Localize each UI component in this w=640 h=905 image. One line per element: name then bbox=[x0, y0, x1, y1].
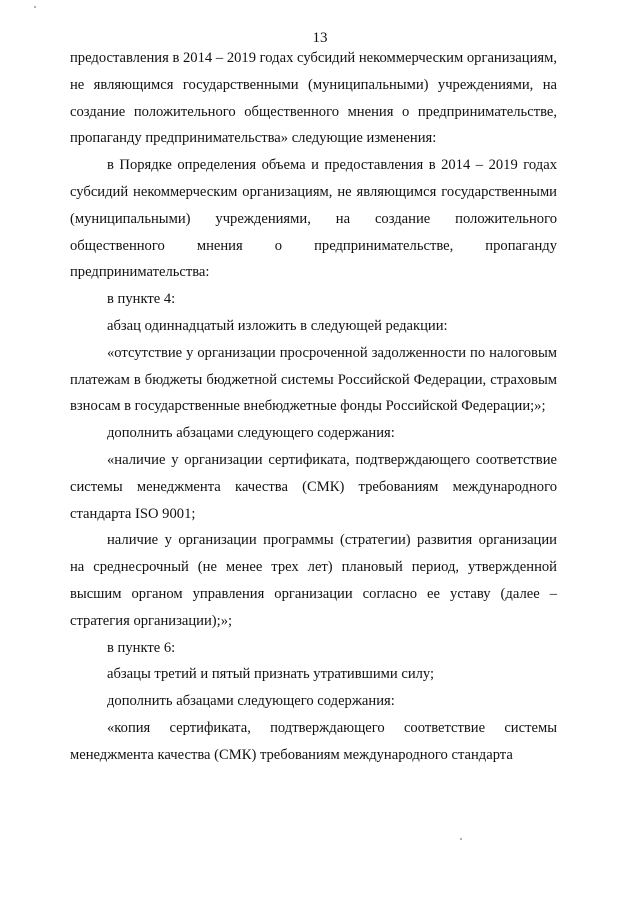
paragraph-9: в пункте 6: bbox=[107, 639, 176, 656]
scan-speck bbox=[34, 6, 36, 8]
scan-speck bbox=[460, 838, 462, 840]
paragraph-2: в Порядке определения объема и предоставления в 2014 – 2019 годах субсидий некоммерческим организациям, не являющимся государственными (муниципальными) учреждениями, на создание положительного общественного мнения о предпринимательстве, пропаганду предпринимательства: bbox=[70, 157, 557, 281]
paragraph-8: наличие у организации программы (стратегии) развития организации на среднесрочный (не менее трех лет) плановый период, утвержденной высшим органом управления организации согласно ее уставу (далее – стратегия организации);»; bbox=[70, 532, 557, 629]
paragraph-11: дополнить абзацами следующего содержания: bbox=[107, 693, 395, 710]
paragraph-4: абзац одиннадцатый изложить в следующей редакции: bbox=[107, 317, 448, 334]
paragraph-3: в пункте 4: bbox=[107, 291, 176, 308]
document-body bbox=[70, 45, 557, 769]
page-number: 13 bbox=[312, 30, 328, 46]
paragraph-7: «наличие у организации сертификата, подтверждающего соответствие системы менеджмента качества (СМК) требованиям международного стандарта ISO 9001; bbox=[70, 451, 557, 522]
paragraph-12: «копия сертификата, подтверждающего соответствие системы менеджмента качества (СМК) требованиям международного стандарта bbox=[70, 719, 557, 763]
paragraph-1: предоставления в 2014 – 2019 годах субсидий некоммерческим организациям, не являющимся государственными (муниципальными) учреждениями, на создание положительного общественного мнения о предпринимательстве, пропаганду предпринимательства» следующие изменения: bbox=[70, 50, 557, 147]
paragraph-6: дополнить абзацами следующего содержания: bbox=[107, 425, 395, 442]
paragraph-10: абзацы третий и пятый признать утратившими силу; bbox=[107, 666, 435, 683]
paragraph-5: «отсутствие у организации просроченной задолженности по налоговым платежам в бюджеты бюджетной системы Российской Федерации, страховым взносам в государственные внебюджетные фонды Российской Федерации;»; bbox=[70, 344, 557, 415]
